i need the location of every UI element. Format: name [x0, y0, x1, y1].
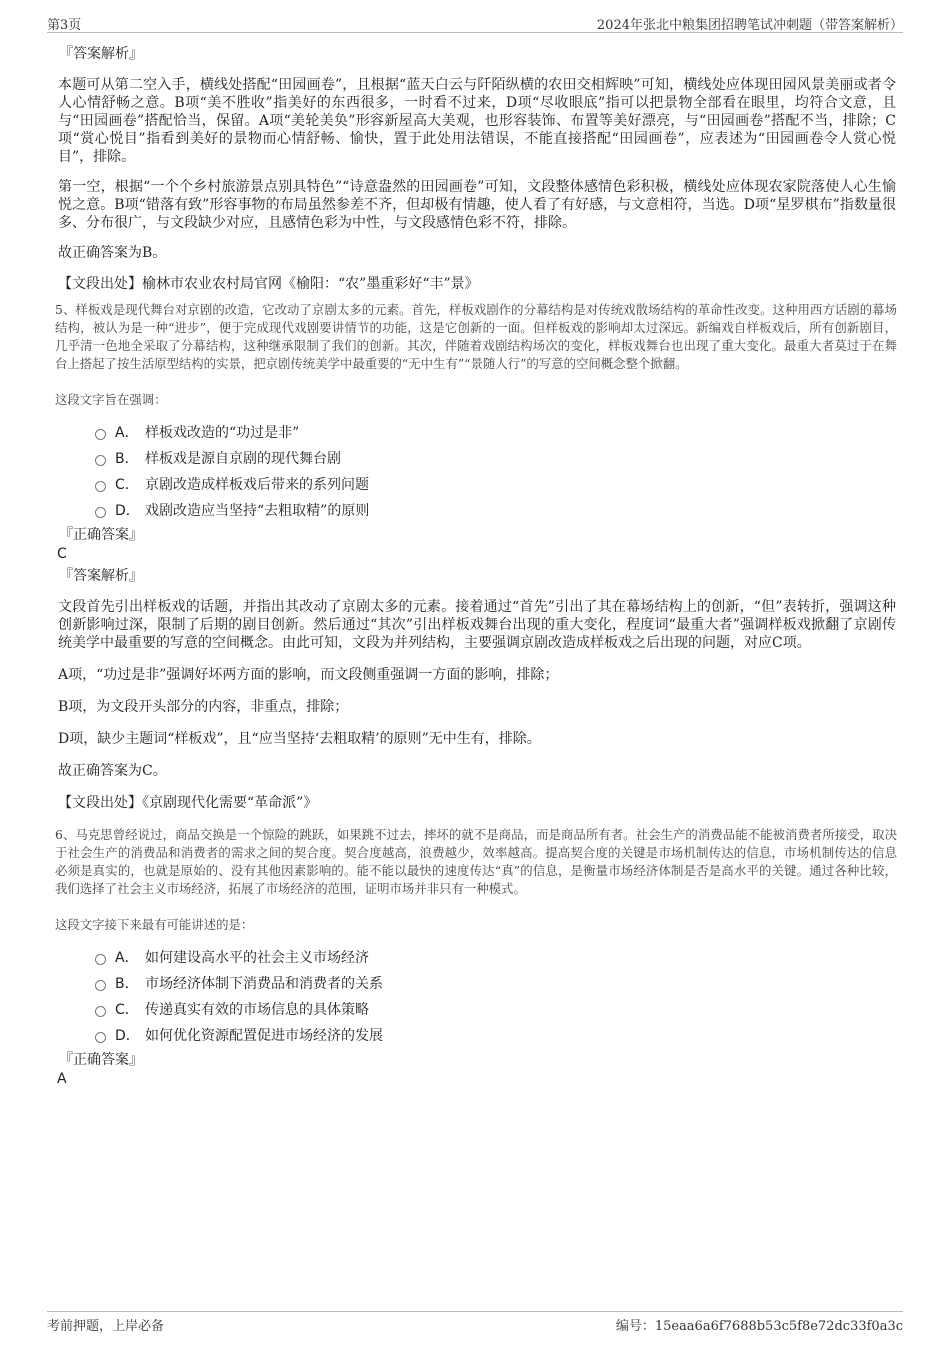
- radio-button-icon[interactable]: [95, 1032, 106, 1043]
- q5-analysis-paragraph: 文段首先引出样板戏的话题，并指出其改动了京剧太多的元素。接着通过“首先”引出了其在幕场结构上的创新，“但”表转折，强调这种创新影响过深，限制了后期的剧目创新。然后通过“其次”引出样板戏舞台出现的重大变化，程度词“最重大者”强调样板戏掀翻了京剧传统美学中最重要的写意的空间概念。由此可知，文段为并列结构，主要强调京剧改造成样板戏之后出现的问题，对应C项。: [58, 599, 896, 651]
- q5-options: [95, 421, 897, 525]
- option-letter: A．: [115, 425, 139, 441]
- option-text: 如何优化资源配置促进市场经济的发展: [145, 1028, 383, 1044]
- q4-conclusion: 故正确答案为B。: [58, 245, 167, 261]
- document-body: [55, 44, 897, 1088]
- q6-options: [95, 946, 897, 1050]
- radio-button-icon[interactable]: [95, 954, 106, 965]
- option-letter: A．: [115, 950, 139, 966]
- q5-question-text: 5、样板戏是现代舞台对京剧的改造，它改动了京剧太多的元素。首先，样板戏剧作的分幕结构是对传统戏散场结构的革命性改变。这种用西方话剧的幕场结构，被认为是一种“进步”，便于完成现代戏剧要讲情节的功能，这是它创新的一面。但样板戏的影响却太过深远。新编戏自样板戏后，所有创新剧目，几乎清一色地全采取了分幕结构，这种继承限制了我们的创新。其次，伴随着戏剧结构场次的变化，样板戏舞台也出现了重大变化。最重大者莫过于在舞台上搭起了按生活原型结构的实景，把京剧传统美学中最重要的“无中生有”“景随人行”的写意的空间概念整个掀翻。: [55, 302, 897, 371]
- q4-analysis: [58, 76, 896, 262]
- q5-analysis-paragraph: A项，“功过是非”强调好坏两方面的影响，而文段侧重强调一方面的影响，排除；: [58, 667, 559, 683]
- radio-button-icon[interactable]: [95, 980, 106, 991]
- q6-option-c[interactable]: [95, 998, 897, 1024]
- q5-source: 【文段出处】《京剧现代化需要“革命派”》: [58, 795, 318, 811]
- q5-option-c[interactable]: [95, 473, 897, 499]
- option-text: 市场经济体制下消费品和消费者的关系: [145, 976, 383, 992]
- q6-question-text: 6、马克思曾经说过，商品交换是一个惊险的跳跃，如果跳不过去，摔坏的就不是商品，而是商品所有者。社会生产的消费品能不能被消费者所接受，取决于社会生产的消费品和消费者的需求之间的契合度。契合度越高，浪费越少，效率越高。提高契合度的关键是市场机制传达的信息，市场机制传达的信息必须是真实的，也就是原始的、没有其他因素影响的。能不能以最快的速度传达“真”的信息，是衡量市场经济体制是否是高水平的关键。通过各种比较，我们选择了社会主义市场经济，拓展了市场经济的范围，证明市场并非只有一种模式。: [55, 827, 897, 896]
- option-letter: B．: [115, 976, 139, 992]
- option-letter: C．: [115, 1002, 139, 1018]
- document-title: 2024年张北中粮集团招聘笔试冲刺题（带答案解析）: [596, 18, 903, 33]
- q5-answer: C: [57, 546, 67, 562]
- q5-answer-label: 『正确答案』: [59, 527, 143, 543]
- q5-option-a[interactable]: [95, 421, 897, 447]
- page-footer: [47, 1311, 903, 1334]
- q5-option-b[interactable]: [95, 447, 897, 473]
- option-letter: D．: [115, 1028, 140, 1044]
- option-text: 如何建设高水平的社会主义市场经济: [145, 950, 369, 966]
- q5-analysis: [58, 598, 896, 780]
- option-text: 戏剧改造应当坚持“去粗取精”的原则: [145, 503, 370, 519]
- radio-button-icon[interactable]: [95, 429, 106, 440]
- radio-button-icon[interactable]: [95, 507, 106, 518]
- q6-option-a[interactable]: [95, 946, 897, 972]
- option-text: 京剧改造成样板戏后带来的系列问题: [145, 477, 369, 493]
- document-id: 编号：15eaa6a6f7688b53c5f8e72dc33f0a3c: [615, 1319, 903, 1334]
- q4-analysis-paragraph: 第一空，根据“一个个乡村旅游景点别具特色”“诗意盎然的田园画卷”可知，文段整体感情色彩积极，横线处应体现农家院落使人心生愉悦之意。B项“错落有致”形容事物的布局虽然参差不齐，但却极有情趣，使人看了有好感，与文意相符，当选。D项“星罗棋布”指数量很多、分布很广，与文段缺少对应，且感情色彩为中性，与文段感情色彩不符，排除。: [58, 179, 896, 231]
- q5-option-d[interactable]: [95, 499, 897, 525]
- option-text: 样板戏是源自京剧的现代舞台剧: [145, 451, 341, 467]
- q5-analysis-paragraph: B项，为文段开头部分的内容，非重点，排除；: [58, 699, 349, 715]
- q5-analysis-paragraph: D项，缺少主题词“样板戏”，且“应当坚持‘去粗取精’的原则”无中生有，排除。: [58, 731, 541, 747]
- q6-answer-label: 『正确答案』: [59, 1052, 143, 1068]
- q6-prompt: 这段文字接下来最有可能讲述的是：: [55, 917, 254, 932]
- q4-source: 【文段出处】榆林市农业农村局官网《榆阳：“农”墨重彩好“丰”景》: [58, 276, 479, 292]
- q6-option-b[interactable]: [95, 972, 897, 998]
- option-text: 传递真实有效的市场信息的具体策略: [145, 1002, 369, 1018]
- option-letter: C．: [115, 477, 139, 493]
- q6-option-d[interactable]: [95, 1024, 897, 1050]
- radio-button-icon[interactable]: [95, 481, 106, 492]
- radio-button-icon[interactable]: [95, 1006, 106, 1017]
- footer-slogan: 考前押题，上岸必备: [47, 1319, 165, 1334]
- q4-analysis-paragraph: 本题可从第二空入手，横线处搭配“田园画卷”，且根据“蓝天白云与阡陌纵横的农田交相辉映”可知，横线处应体现田园风景美丽或者令人心情舒畅之意。B项“美不胜收”指美好的东西很多，一时看不过来，D项“尽收眼底”指可以把景物全部看在眼里，均符合文意，且与“田园画卷”搭配恰当，保留。A项“美轮美奂”形容新屋高大美观，也形容装饰、布置等美好漂亮，与“田园画卷”搭配不当，排除；C项“赏心悦目”指看到美好的景物而心情舒畅、愉快，置于此处用法错误，不能直接搭配“田园画卷”，应表述为“田园画卷令人赏心悦目”，排除。: [58, 77, 896, 165]
- option-letter: B．: [115, 451, 139, 467]
- q4-analysis-label: 『答案解析』: [59, 46, 143, 62]
- page-number: 第3页: [47, 18, 82, 33]
- q5-conclusion: 故正确答案为C。: [58, 763, 167, 779]
- q5-prompt: 这段文字旨在强调：: [55, 392, 167, 407]
- q6-answer: A: [57, 1071, 67, 1087]
- q5-analysis-label: 『答案解析』: [59, 568, 143, 584]
- page-header: [47, 12, 903, 33]
- option-text: 样板戏改造的“功过是非”: [145, 425, 300, 441]
- option-letter: D．: [115, 503, 140, 519]
- radio-button-icon[interactable]: [95, 455, 106, 466]
